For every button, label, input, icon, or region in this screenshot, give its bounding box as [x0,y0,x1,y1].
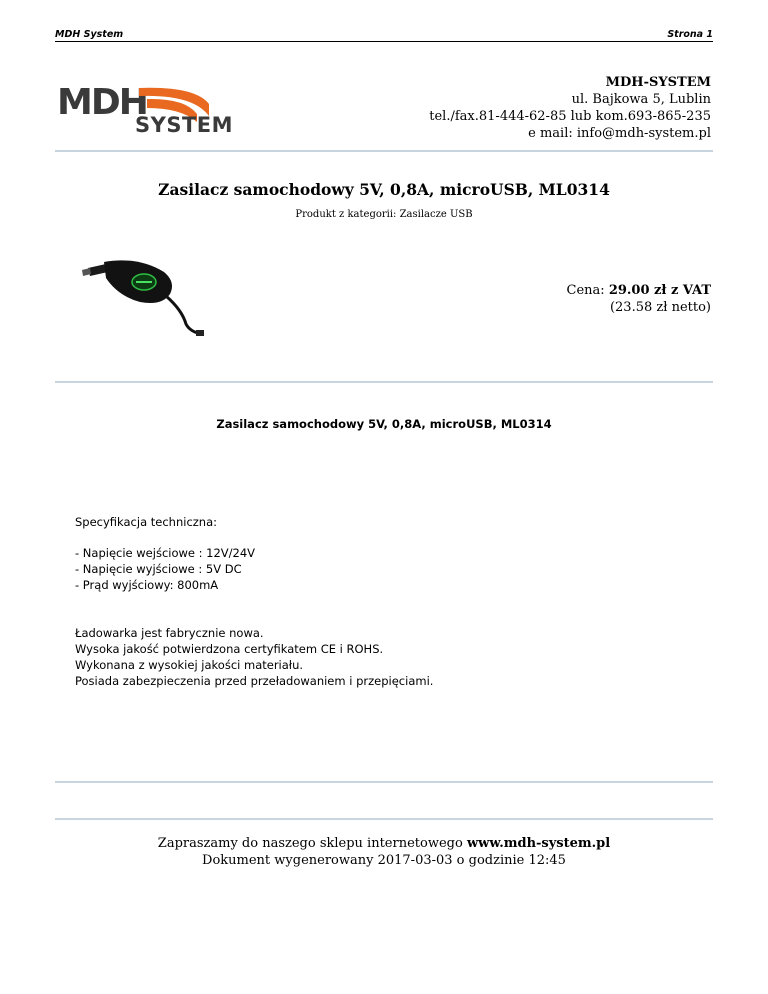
section-divider [55,381,713,383]
company-email: e mail: info@mdh-system.pl [528,126,711,141]
company-phone: tel./fax.81-444-62-85 lub kom.693-865-235 [429,109,711,124]
footer-website-link[interactable]: www.mdh-system.pl [466,836,611,851]
mdh-system-logo [57,82,267,134]
company-name: MDH-SYSTEM [605,75,711,90]
price-label: Cena: [566,283,605,298]
product-image [78,250,208,345]
note-item: Wysoka jakość potwierdzona certyfikatem CE i ROHS. [75,642,384,656]
description-title: Zasilacz samochodowy 5V, 0,8A, microUSB, ML0314 [216,417,552,431]
spec-item: - Prąd wyjściowy: 800mA [75,578,219,592]
header-site-name: MDH System [55,29,124,40]
section-divider [55,150,713,152]
spec-heading: Specyfikacja techniczna: [75,515,218,529]
section-divider [55,818,713,820]
company-address: ul. Bajkowa 5, Lublin [571,92,711,107]
note-item: Ładowarka jest fabrycznie nowa. [75,626,264,640]
price-gross: 29.00 zł z VAT [608,283,711,298]
logo-mdh-text: MDH [57,82,147,123]
notes-list [75,625,433,689]
header-page-number: Strona 1 [667,29,713,40]
price-net: (23.58 zł netto) [609,300,711,315]
footer-generated: Dokument wygenerowany 2017-03-03 o godzinie 12:45 [202,853,566,868]
footer-invite: Zapraszamy do naszego sklepu internetowego [157,836,463,851]
header-divider [55,41,713,42]
note-item: Wykonana z wysokiej jakości materiału. [75,658,304,672]
price-block [567,282,711,316]
section-divider [55,781,713,783]
product-category: Produkt z kategorii: Zasilacze USB [295,209,473,220]
note-item: Posiada zabezpieczenia przed przeładowaniem i przepięciami. [75,674,434,688]
spec-item: - Napięcie wyjściowe : 5V DC [75,562,242,576]
spec-item: - Napięcie wejściowe : 12V/24V [75,546,256,560]
product-title: Zasilacz samochodowy 5V, 0,8A, microUSB, ML0314 [158,180,610,199]
spec-list [75,545,255,593]
logo-system-text: SYSTEM [135,113,234,134]
company-info [429,74,711,142]
footer [0,835,768,869]
